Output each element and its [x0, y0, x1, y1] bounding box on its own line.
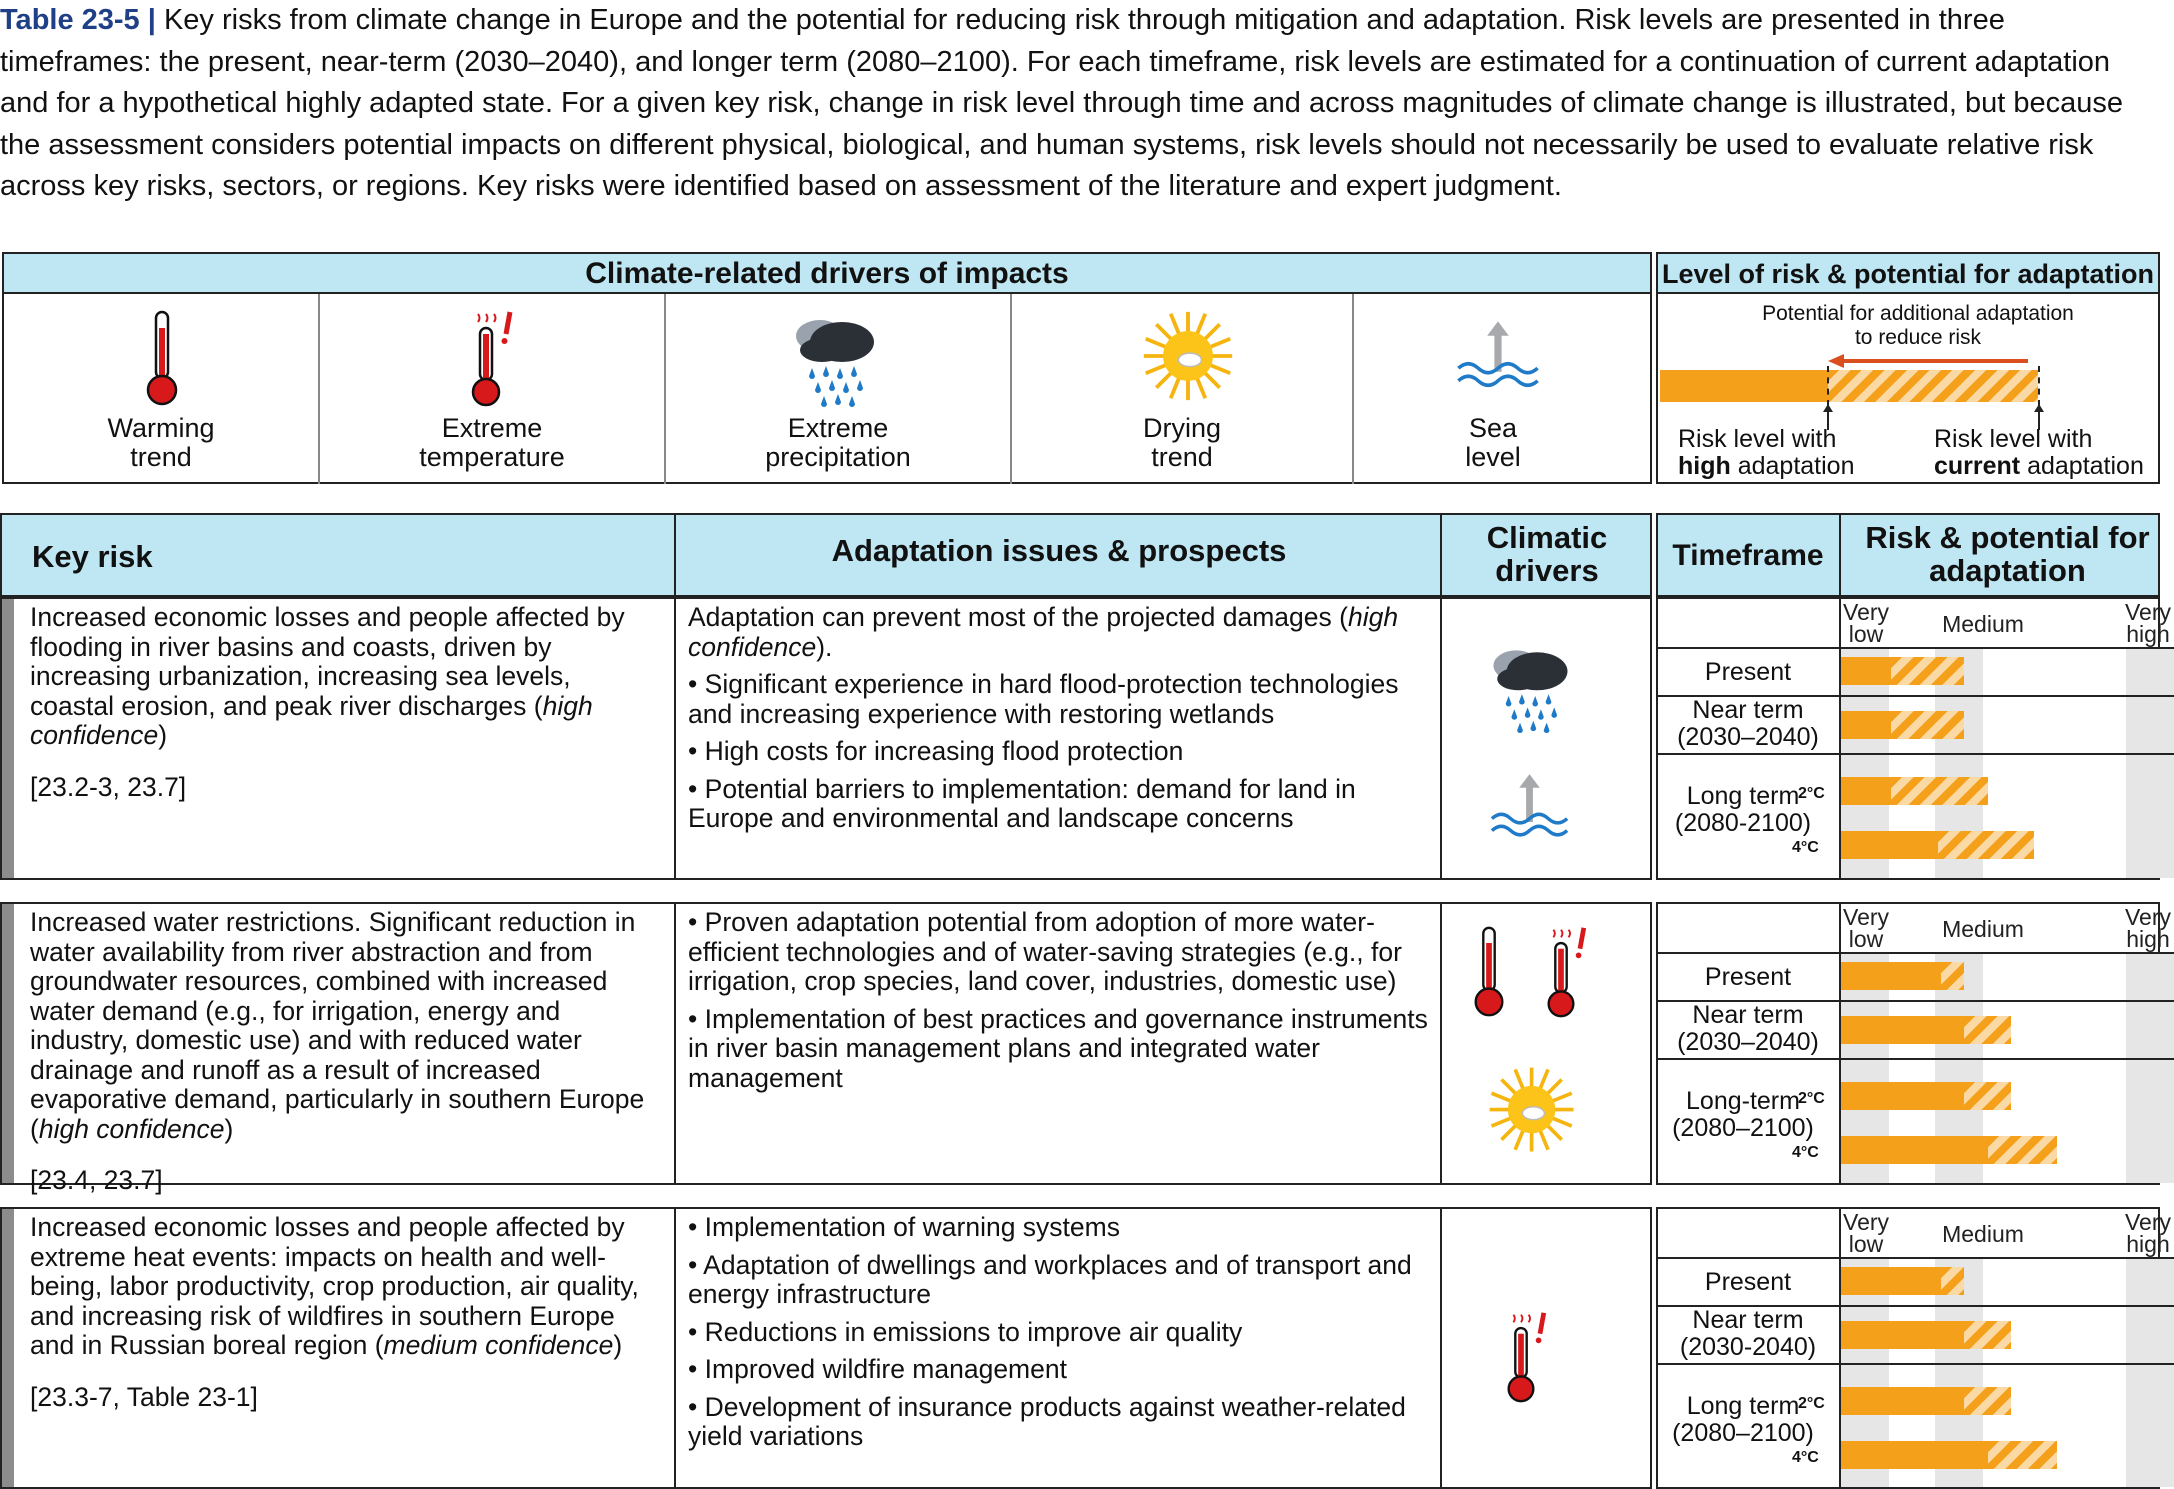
risk-header — [1656, 513, 2160, 597]
degree-4c: 4°C — [1792, 1449, 1819, 1466]
thermometer-icon — [4, 308, 320, 408]
risk-bar-high-adaptation — [1841, 777, 1891, 805]
legend-panel — [1656, 252, 2160, 484]
risk-bar-potential — [1988, 1136, 2057, 1164]
timeframe-present: Present — [1704, 1268, 1792, 1296]
risk-bar-potential — [1891, 711, 1964, 739]
risk-panel — [1656, 902, 2172, 1185]
scale-very-high-line2: high — [2126, 926, 2170, 952]
driver-sea-level — [1354, 294, 1632, 484]
key-risk-close: ) — [613, 1330, 623, 1360]
timeframe-near-term — [1658, 1002, 1838, 1056]
row-marker — [2, 599, 14, 878]
key-risk-cell — [14, 599, 676, 878]
driver-label-line2: level — [1465, 442, 1521, 472]
scale-very-low-line2: low — [1848, 621, 1884, 647]
legend-high-line1: Risk level with — [1678, 425, 1837, 453]
risk-bar-potential — [1891, 657, 1964, 685]
header-risk-potential — [1841, 521, 2174, 587]
scale-medium: Medium — [1942, 1221, 2024, 1247]
sea-level-icon — [1354, 308, 1632, 408]
risk-bar-potential — [1988, 1441, 2057, 1469]
legend-title: Level of risk & potential for adaptation — [1658, 254, 2158, 294]
table-caption — [0, 0, 2150, 208]
header-climatic-drivers — [1442, 521, 1652, 587]
key-risk-row — [0, 1207, 1652, 1489]
near-term-line2: (2030-2040) — [1679, 1333, 1817, 1361]
caption-text: Key risks from climate change in Europe and the potential for reducing risk through mitigation and adaptation. Risk levels are presented in three timeframes: the present, near-term (2030–2040), and longer term (2080–2100). For each timeframe, risk levels are estimated for a continuation of current adaptation and for a hypothetical highly adapted state. For a given key risk, change in risk level through time and across magnitudes of climate change is illustrated, but because the assessment considers potential impacts on different physical, biological, and human systems, risk levels should not necessarily be used to evaluate relative risk across key risks, sectors, or regions. Key risks were identified based on assessment of the literature and expert judgment. — [0, 4, 2124, 202]
key-risk-text: Increased water restrictions. Significant reduction in water availability from river abstraction and from groundwater resources, combined with increased water demand (e.g., for irrigation, energy and industry, domestic use) and with reduced water drainage and runoff as a result of increased evaporative demand, particularly in southern Europe ( — [30, 907, 645, 1144]
extreme-temperature-icon — [320, 308, 666, 408]
key-risk-close: ) — [224, 1113, 234, 1144]
timeframe-present: Present — [1704, 963, 1792, 991]
sun-icon — [1486, 1064, 1577, 1155]
scale-very-low-line1: Very — [1843, 1209, 1890, 1235]
timeframe-separator — [1658, 1363, 2174, 1365]
adaptation-bullet: • Implementation of best practices and governance instruments in river basin management plans and integrated water management — [688, 1003, 1428, 1093]
long-term-line1: Long term — [1686, 782, 1800, 810]
near-term-line1: Near term — [1692, 696, 1804, 724]
risk-bar-high-adaptation — [1841, 831, 1938, 859]
risk-bar-potential — [1964, 1321, 2011, 1349]
near-term-line2: (2030–2040) — [1677, 1028, 1819, 1056]
long-term-line2: (2080-2100) — [1674, 809, 1812, 837]
scale-very-low — [1843, 906, 1889, 950]
scale-medium: Medium — [1942, 611, 2024, 637]
risk-bar-high-adaptation — [1841, 657, 1891, 685]
reference: [23.3-7, Table 23-1] — [30, 1381, 258, 1412]
legend-solid-bar — [1660, 370, 1828, 402]
reference: [23.2-3, 23.7] — [30, 771, 187, 802]
timeframe-near-term — [1658, 1307, 1838, 1361]
timeframe-present: Present — [1704, 658, 1792, 686]
row-driver-icons — [1442, 904, 1638, 1183]
adaptation-intro-text: Adaptation can prevent most of the projected damages ( — [688, 602, 1348, 632]
timeframe-separator — [1658, 952, 2174, 954]
scale-band-high — [2126, 952, 2174, 1183]
driver-label-line2: temperature — [419, 442, 565, 472]
risk-bar-high-adaptation — [1841, 1387, 1964, 1415]
scale-band-high — [2126, 647, 2174, 878]
adaptation-bullet: • Adaptation of dwellings and workplaces and of transport and energy infrastructure — [688, 1249, 1412, 1309]
risk-bar-potential — [1964, 1387, 2011, 1415]
adaptation-bullet: • Improved wildfire management — [688, 1354, 1067, 1384]
header-timeframe: Timeframe — [1672, 539, 1824, 572]
header-climatic-line2: drivers — [1495, 553, 1599, 588]
degree-2c: 2°C — [1798, 1395, 1825, 1412]
timeframe-separator — [1658, 1257, 2174, 1259]
near-term-line2: (2030–2040) — [1677, 723, 1819, 751]
reference: [23.4, 23.7] — [30, 1165, 163, 1195]
confidence-level: high confidence — [38, 1113, 225, 1144]
adaptation-bullet: • Proven adaptation potential from adoption of more water-efficient technologies and of water-saving strategies (e.g., for irrigation, crop species, land cover, industries, domestic use) — [688, 907, 1402, 996]
adaptation-bullet: • High costs for increasing flood protection — [688, 736, 1184, 766]
key-risk-cell — [14, 904, 676, 1195]
confidence-level: high confidence — [30, 690, 593, 750]
header-adaptation: Adaptation issues & prospects — [831, 533, 1287, 568]
risk-bar-high-adaptation — [1841, 962, 1941, 990]
long-term-line1: Long-term — [1686, 1087, 1800, 1115]
risk-bar-high-adaptation — [1841, 1082, 1964, 1110]
long-term-line2: (2080–2100) — [1672, 1114, 1814, 1142]
legend-current-rest: adaptation — [2020, 452, 2144, 480]
key-risk-close: ) — [158, 720, 168, 750]
legend-tick-current — [2038, 366, 2040, 406]
timeframe-separator — [1658, 753, 2174, 755]
driver-label-line1: Extreme — [787, 413, 889, 443]
risk-bar-high-adaptation — [1841, 711, 1891, 739]
table-header — [0, 513, 1652, 597]
sea-level-icon — [1482, 769, 1577, 855]
risk-bar-potential — [1938, 831, 2034, 859]
legend-hatch-bar — [1828, 370, 2038, 402]
legend-potential-label — [1748, 302, 2088, 350]
rain-cloud-icon — [666, 308, 1012, 408]
scale-very-high-line1: Very — [2124, 1209, 2172, 1235]
scale-very-high-line1: Very — [2124, 904, 2172, 930]
risk-bar-potential — [1941, 1267, 1964, 1295]
timeframe-separator — [1658, 1058, 2174, 1060]
drivers-panel — [2, 252, 1652, 484]
row-driver-icons — [1442, 599, 1638, 878]
driver-label-line1: Warming — [107, 413, 215, 443]
scale-very-high-line1: Very — [2124, 599, 2172, 625]
adaptation-cell — [676, 904, 1442, 1183]
driver-label-line1: Sea — [1468, 413, 1518, 443]
confidence-level: high confidence — [688, 602, 1399, 662]
long-term-line1: Long term — [1686, 1392, 1800, 1420]
key-risk-text: Increased economic losses and people affected by extreme heat events: impacts on health and well-being, labor productivity, crop production, air quality, and increasing risk of wildfires in southern Europe and in Russian boreal region ( — [30, 1212, 639, 1360]
adaptation-bullet: • Significant experience in hard flood-protection technologies and increasing experience with restoring wetlands — [688, 669, 1399, 729]
driver-label-line2: precipitation — [765, 442, 911, 472]
legend-high-bold: high — [1678, 452, 1731, 480]
scale-very-high-line2: high — [2126, 621, 2170, 647]
scale-very-high-line2: high — [2126, 1231, 2170, 1257]
key-risk-row — [0, 902, 1652, 1195]
driver-label-line2: trend — [1151, 442, 1213, 472]
key-risk-text: Increased economic losses and people affected by flooding in river basins and coasts, driven by increasing urbanization, increasing sea levels, coastal erosion, and peak river discharges ( — [30, 602, 625, 721]
row-marker — [2, 904, 14, 1183]
adaptation-bullet: • Potential barriers to implementation: demand for land in Europe and environmental and landscape concerns — [688, 773, 1356, 833]
degree-4c: 4°C — [1792, 839, 1819, 856]
near-term-line1: Near term — [1692, 1306, 1804, 1334]
driver-label-line1: Extreme — [441, 413, 543, 443]
adaptation-bullet: • Development of insurance products against weather-related yield variations — [688, 1391, 1406, 1451]
long-term-line2: (2080–2100) — [1672, 1419, 1814, 1447]
legend-current-line1: Risk level with — [1934, 425, 2093, 453]
risk-bar-high-adaptation — [1841, 1016, 1964, 1044]
scale-very-low — [1843, 1211, 1889, 1255]
scale-medium: Medium — [1942, 916, 2024, 942]
table-label: Table 23-5 | — [0, 4, 156, 36]
header-climatic-line1: Climatic — [1486, 520, 1608, 555]
scale-very-high — [2124, 1211, 2172, 1255]
scale-very-low — [1843, 601, 1889, 645]
scale-very-high — [2124, 601, 2172, 645]
risk-bar-high-adaptation — [1841, 1136, 1988, 1164]
risk-bar-high-adaptation — [1841, 1321, 1964, 1349]
degree-2c: 2°C — [1798, 1090, 1825, 1107]
risk-bar-high-adaptation — [1841, 1267, 1941, 1295]
header-risk-line1: Risk & potential for — [1865, 520, 2150, 555]
scale-very-low-line1: Very — [1843, 904, 1890, 930]
risk-panel — [1656, 597, 2172, 880]
thermometer-icon — [1470, 924, 1508, 1019]
legend-current-label — [1934, 426, 2174, 480]
risk-bar-high-adaptation — [1841, 1441, 1988, 1469]
extreme-temperature-icon — [1502, 1309, 1559, 1404]
adaptation-bullet: • Implementation of warning systems — [688, 1212, 1120, 1242]
near-term-line1: Near term — [1692, 1001, 1804, 1029]
degree-4c: 4°C — [1792, 1144, 1819, 1161]
risk-bar-potential — [1941, 962, 1964, 990]
risk-panel — [1656, 1207, 2172, 1489]
legend-tick-high — [1827, 366, 1829, 406]
driver-extreme-temperature — [320, 294, 666, 484]
adaptation-intro-close: ). — [816, 631, 833, 662]
risk-bar-potential — [1964, 1082, 2011, 1110]
drivers-panel-title: Climate-related drivers of impacts — [4, 254, 1650, 294]
legend-current-bold: current — [1934, 452, 2021, 480]
scale-very-high — [2124, 906, 2172, 950]
driver-label-line1: Drying — [1142, 413, 1222, 443]
scale-very-low-line2: low — [1848, 1231, 1884, 1257]
adaptation-cell — [676, 1209, 1442, 1487]
risk-bar-potential — [1891, 777, 1988, 805]
key-risk-cell — [14, 1209, 676, 1487]
driver-label-line2: trend — [130, 442, 192, 472]
scale-very-low-line1: Very — [1843, 599, 1890, 625]
risk-bar-potential — [1964, 1016, 2011, 1044]
degree-2c: 2°C — [1798, 785, 1825, 802]
adaptation-bullet: • Reductions in emissions to improve air quality — [688, 1316, 1243, 1347]
rain-cloud-icon — [1482, 639, 1577, 734]
legend-potential-line2: to reduce risk — [1854, 326, 1982, 349]
adaptation-intro — [688, 603, 1428, 662]
header-risk-line2: adaptation — [1929, 553, 2086, 588]
extreme-temperature-icon — [1542, 924, 1599, 1019]
row-driver-icons — [1442, 1209, 1638, 1487]
sun-icon — [1012, 308, 1354, 408]
scale-very-low-line2: low — [1848, 926, 1884, 952]
legend-potential-line1: Potential for additional adaptation — [1762, 302, 2074, 325]
driver-drying-trend — [1012, 294, 1354, 484]
scale-band-high — [2126, 1257, 2174, 1487]
confidence-level: medium confidence — [383, 1330, 614, 1360]
header-key-risk: Key risk — [32, 539, 153, 574]
adaptation-cell — [676, 599, 1442, 878]
driver-warming-trend — [4, 294, 320, 484]
legend-high-rest: adaptation — [1730, 452, 1855, 480]
timeframe-separator — [1658, 647, 2174, 649]
driver-extreme-precipitation — [666, 294, 1012, 484]
row-marker — [2, 1209, 14, 1487]
timeframe-near-term — [1658, 697, 1838, 751]
legend-high-label — [1678, 426, 1908, 480]
legend-arrow-icon — [1828, 354, 2028, 368]
key-risk-row — [0, 597, 1652, 880]
